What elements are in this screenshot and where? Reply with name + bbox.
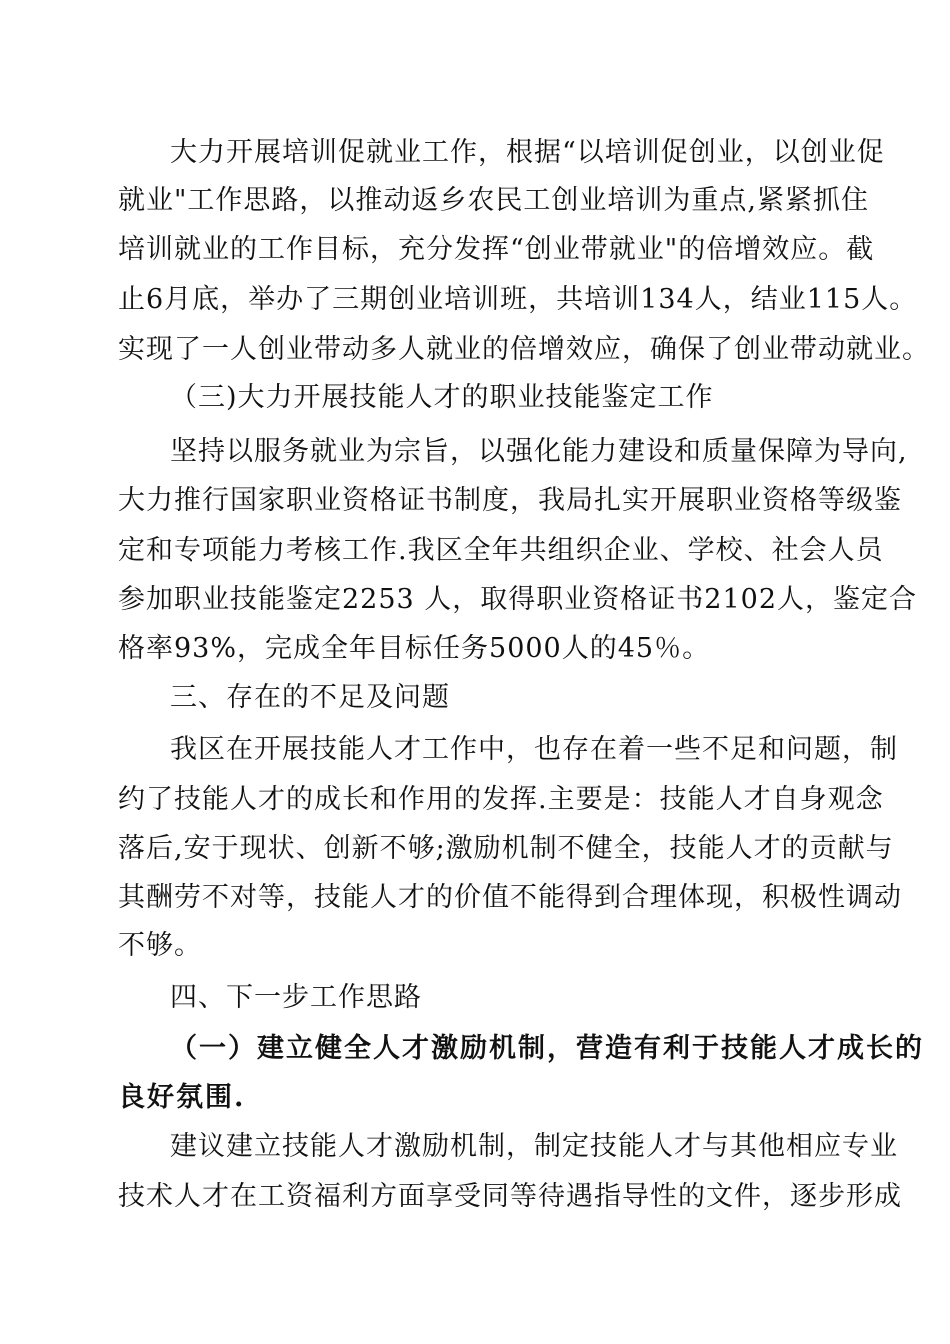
paragraph-line: 培训就业的工作目标，充分发挥“创业带就业"的倍增效应。截 <box>118 234 875 265</box>
paragraph-line: 建议建立技能人才激励机制，制定技能人才与其他相应专业 <box>170 1131 898 1162</box>
paragraph-line: 就业"工作思路，以推动返乡农民工创业培训为重点,紧紧抓住 <box>118 185 870 216</box>
subsection-heading: 良好氛围. <box>118 1082 246 1113</box>
subsection-heading: （一）建立健全人才激励机制，营造有利于技能人才成长的 <box>170 1033 924 1064</box>
paragraph-line: 大力推行国家职业资格证书制度，我局扎实开展职业资格等级鉴 <box>118 485 902 516</box>
paragraph-line: 大力开展培训促就业工作，根据“以培训促创业，以创业促 <box>170 137 885 168</box>
section-heading: 三、存在的不足及问题 <box>170 682 450 713</box>
paragraph-line: 不够。 <box>118 930 202 961</box>
paragraph-line: 我区在开展技能人才工作中，也存在着一些不足和问题，制 <box>170 734 898 765</box>
paragraph-line: 止6月底，举办了三期创业培训班，共培训134人，结业115人。 <box>118 284 918 315</box>
paragraph-line: 格率93%，完成全年目标任务5000人的45％。 <box>118 633 711 664</box>
paragraph-line: 技术人才在工资福利方面享受同等待遇指导性的文件，逐步形成 <box>118 1181 902 1212</box>
section-heading: 四、下一步工作思路 <box>170 982 422 1013</box>
paragraph-line: 落后,安于现状、创新不够;激励机制不健全，技能人才的贡献与 <box>118 833 894 864</box>
paragraph-line: 坚持以服务就业为宗旨，以强化能力建设和质量保障为导向, <box>170 436 908 467</box>
paragraph-line: 实现了一人创业带动多人就业的倍增效应，确保了创业带动就业。 <box>118 334 930 365</box>
paragraph-line: 定和专项能力考核工作.我区全年共组织企业、学校、社会人员 <box>118 535 884 566</box>
paragraph-line: 约了技能人才的成长和作用的发挥.主要是：技能人才自身观念 <box>118 784 884 815</box>
paragraph-line: 参加职业技能鉴定2253 人，取得职业资格证书2102人，鉴定合 <box>118 584 918 615</box>
section-heading: （三)大力开展技能人才的职业技能鉴定工作 <box>170 382 714 413</box>
paragraph-line: 其酬劳不对等，技能人才的价值不能得到合理体现，积极性调动 <box>118 882 902 913</box>
